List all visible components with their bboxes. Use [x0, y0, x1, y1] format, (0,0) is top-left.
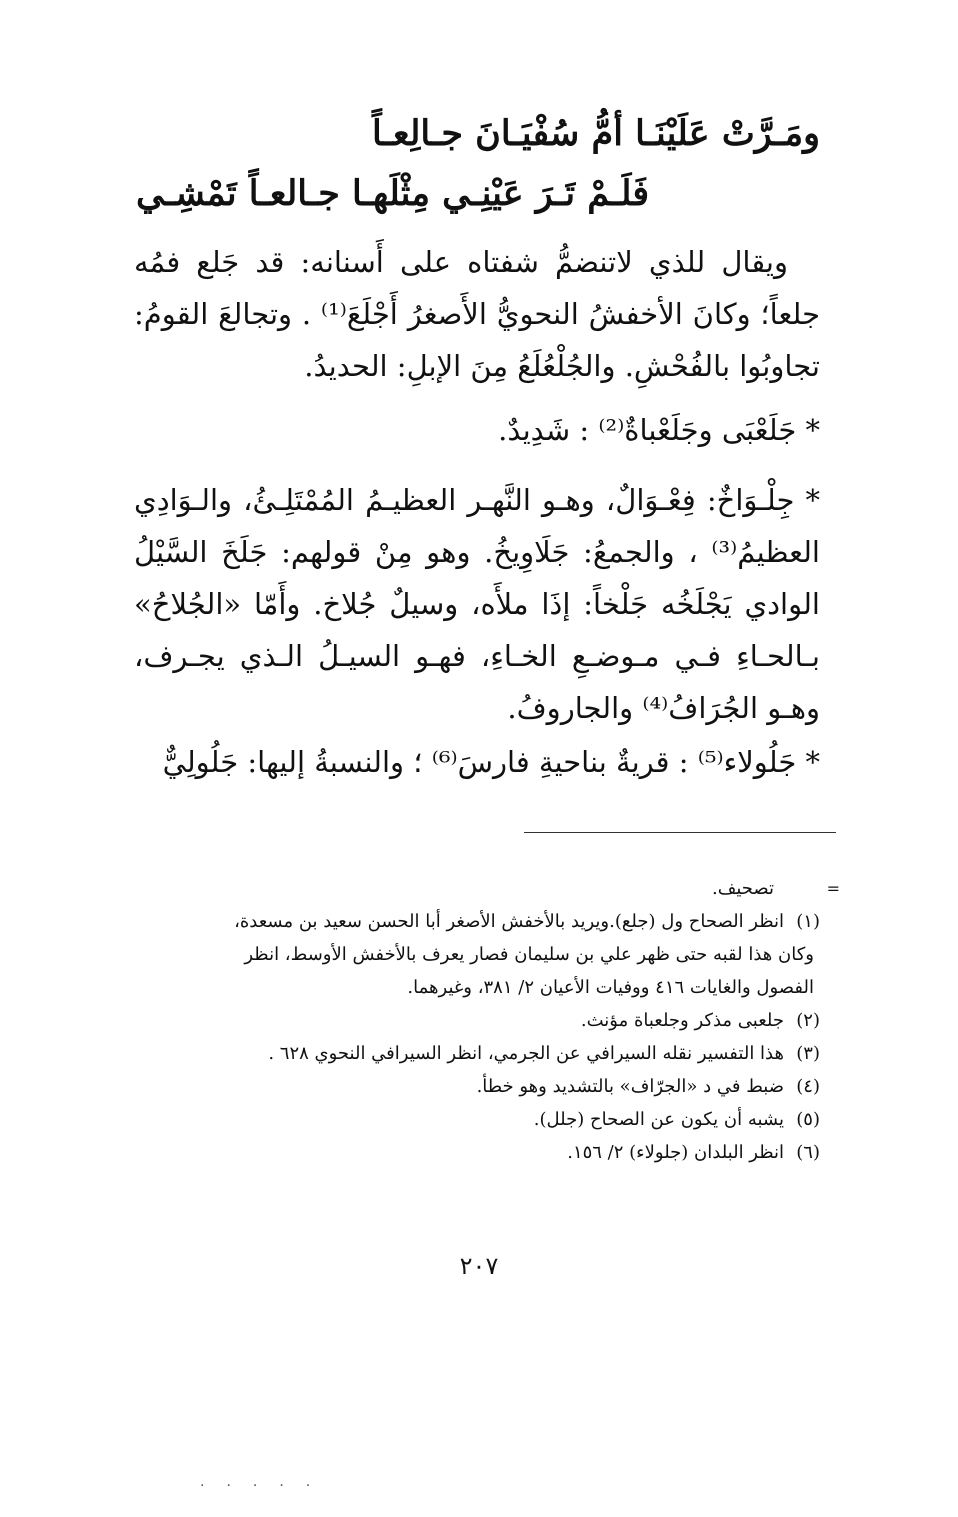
footnote-number: (٣)	[796, 1043, 820, 1064]
footnote-number: (١)	[796, 911, 820, 932]
footnote-number: (٤)	[796, 1076, 820, 1097]
footnote-item	[134, 1103, 820, 1136]
footnote-text: انظر البلدان (جلولاء) ٢/ ١٥٦.	[567, 1142, 784, 1163]
poem-verse-second-hemistich: فَلَـمْ تَـرَ عَيْنِـي مِثْلَهـا جـالعـاً تَمْشِـي	[136, 173, 650, 214]
paragraph-jalaaba: * جَلَعْبَى وجَلَعْباةٌ⁽²⁾ : شَدِيدٌ.	[498, 413, 820, 447]
scan-specks: ·····	[200, 1478, 333, 1494]
paragraph-jalula: * جَلُولاء⁽⁵⁾ : قريةٌ بناحيةِ فارسَ⁽⁶⁾ ؛ والنسبةُ إليها: جَلُولِيٌّ	[162, 745, 820, 779]
footnote-number: (٦)	[796, 1142, 820, 1163]
footnote-separator	[524, 832, 836, 833]
page-number: ٢٠٧	[459, 1252, 499, 1280]
footnote-text: انظر الصحاح ول (جلع).ويريد بالأخفش الأصغر أبا الحسن سعيد بن مسعدة،	[234, 911, 784, 932]
paragraph-jala: ويقال للذي لاتنضمُّ شفتاه على أَسنانه: قد جَلع فمُه جلعاً؛ وكانَ الأخفشُ النحويُّ الأَصغرُ أَجْلَعَ⁽¹⁾ . وتجالعَ القومُ: تجاوبُوا بالفُحْشِ. والجُلْعُلَعُ مِنَ الإبلِ: الحديدُ.	[134, 245, 821, 383]
footnote-text: هذا التفسير نقله السيرافي عن الجرمي، انظر السيرافي النحوي ٦٢٨ .	[268, 1043, 784, 1064]
paragraph-jilwakh: * جِلْـوَاخٌ: فِعْـوَالٌ، وهـو النَّهـر العظيـمُ المُمْتَلِـئُ، والـوَادِي العظيمُ⁽³⁾ ، والجمعُ: جَلَاوِيخُ. وهو مِنْ قولهم: جَلَخَ السَّيْلُ الوادي يَجْلَخُه جَلْخاً: إذَا ملأَه، وسيلٌ جُلاخ. وأَمّا «الجُلاحُ» بـالحـاءِ فـي مـوضـعِ الخـاءِ، فهـو السيـلُ الـذي يجـرف، وهـو الجُرَافُ⁽⁴⁾ والجاروفُ.	[134, 483, 820, 725]
footnote-item	[134, 1070, 820, 1103]
footnote-text: يشبه أن يكون عن الصحاح (جلل).	[533, 1109, 784, 1130]
footnote-item	[134, 1004, 820, 1037]
footnote-item	[134, 1136, 820, 1169]
footnote-text: الفصول والغايات ٤١٦ ووفيات الأعيان ٢/ ٣٨١، وغيرهما.	[407, 977, 814, 998]
footnote-continuation-mark: =	[826, 879, 840, 898]
footnotes	[134, 872, 840, 1169]
footnote-item	[134, 1037, 820, 1070]
footnote-item	[134, 905, 820, 1004]
footnote-number: (٥)	[796, 1109, 820, 1130]
footnote-continuation: تصحيف.	[711, 878, 774, 899]
footnote-text: وكان هذا لقبه حتى ظهر علي بن سليمان فصار يعرف بالأخفش الأوسط، انظر	[244, 944, 814, 965]
poem-verse-first-hemistich: ومَـرَّتْ عَلَيْنَـا أمُّ سُفْيَـانَ جـالِعـاً	[371, 113, 820, 154]
footnote-text: ضبط في د «الجرّاف» بالتشديد وهو خطأ.	[476, 1076, 784, 1097]
footnote-text: جلعبى مذكر وجلعباة مؤنث.	[580, 1010, 784, 1031]
footnote-number: (٢)	[796, 1010, 820, 1031]
